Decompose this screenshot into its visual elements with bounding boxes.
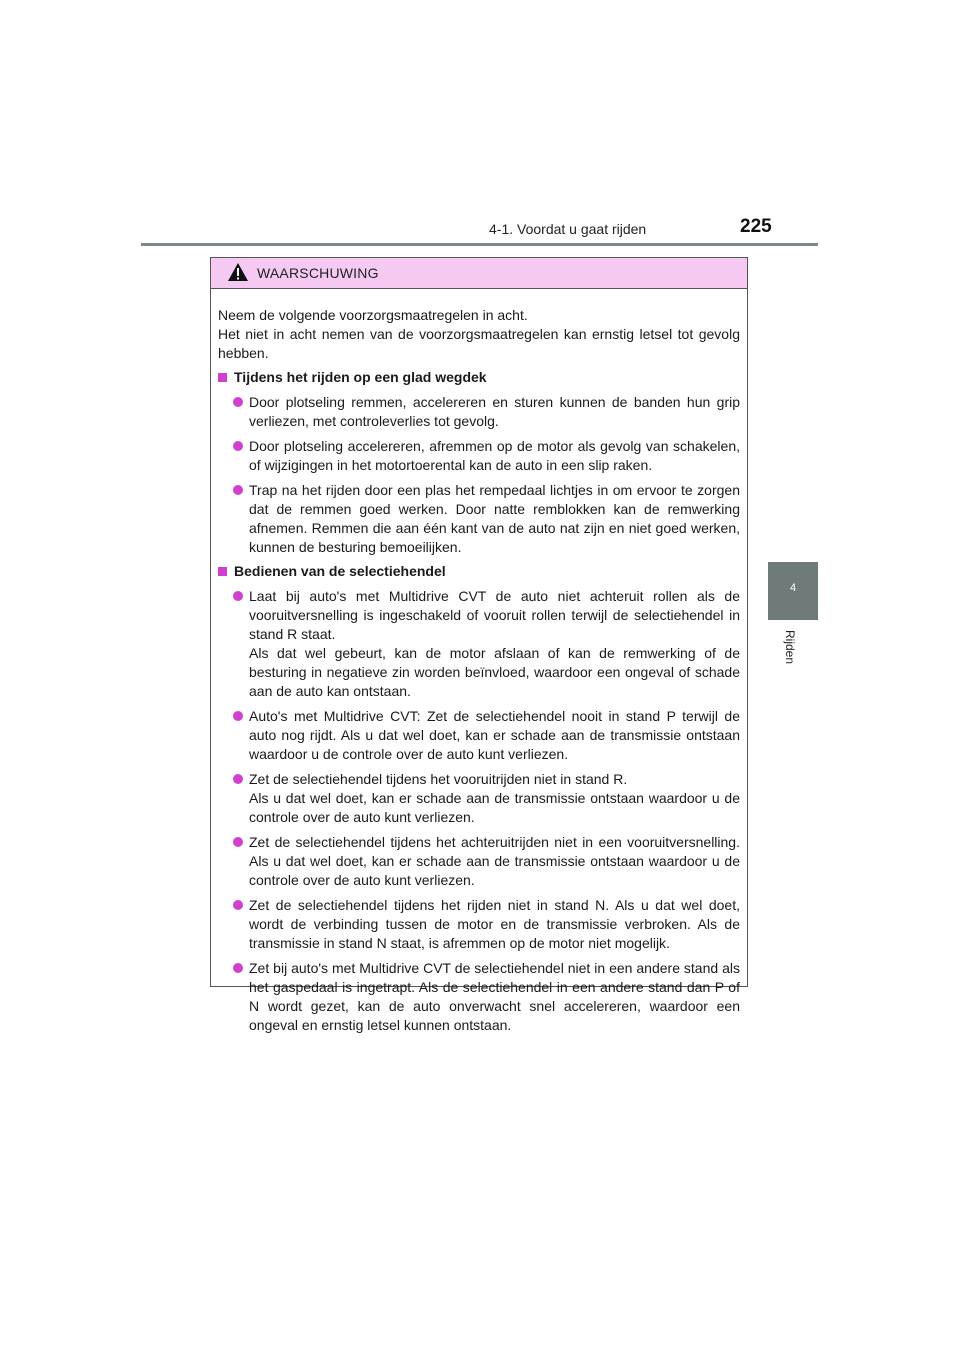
bullet-item: Trap na het rijden door een plas het rempedaal lichtjes in om ervoor te zorgen dat de remmen goed werken. Door natte remblokken kan de remwerking afnemen. Remmen die aan één kant van de auto nat zijn en niet goed werken, kunnen de besturing bemoeilijken. — [218, 481, 740, 557]
warning-triangle-icon — [227, 262, 249, 282]
bullet-item: Zet bij auto's met Multidrive CVT de selectiehendel niet in een andere stand als het gaspedaal is ingetrapt. Als de selectiehendel in een andere stand dan P of N wordt gezet, kan de auto onverwacht snel accelereren, waardoor een ongeval en ernstig letsel kunnen ontstaan. — [218, 959, 740, 1035]
warning-body — [211, 289, 747, 1035]
square-bullet-icon — [218, 567, 227, 576]
circle-bullet-icon — [233, 837, 243, 847]
warning-header — [211, 258, 747, 289]
circle-bullet-icon — [233, 591, 243, 601]
circle-bullet-icon — [233, 397, 243, 407]
bullet-item: Auto's met Multidrive CVT: Zet de selectiehendel nooit in stand P terwijl de auto nog rijdt. Als u dat wel doet, kan er schade aan de transmissie ontstaan waardoor u de controle over de auto kunt verliezen. — [218, 707, 740, 764]
circle-bullet-icon — [233, 485, 243, 495]
intro-line-1: Neem de volgende voorzorgsmaatregelen in acht. — [218, 307, 528, 323]
bullet-item: Door plotseling accelereren, afremmen op de motor als gevolg van schakelen, of wijzigingen in het motortoerental kan de auto in een slip raken. — [218, 437, 740, 475]
section-title: 4-1. Voordat u gaat rijden — [489, 221, 647, 237]
chapter-number: 4 — [789, 582, 797, 594]
circle-bullet-icon — [233, 900, 243, 910]
bullet-item: Zet de selectiehendel tijdens het vooruitrijden niet in stand R. Als u dat wel doet, kan er schade aan de transmissie ontstaan waardoor u de controle over de auto kunt verliezen. — [218, 770, 740, 827]
chapter-tab — [768, 562, 818, 620]
section-heading: Tijdens het rijden op een glad wegdek — [218, 368, 740, 387]
bullet-item: Zet de selectiehendel tijdens het achteruitrijden niet in een vooruitversnelling. Als u dat wel doet, kan er schade aan de transmissie ontstaan waardoor u de controle over de auto kunt verliezen. — [218, 833, 740, 890]
circle-bullet-icon — [233, 963, 243, 973]
intro-line-2: Het niet in acht nemen van de voorzorgsmaatregelen kan ernstig letsel tot gevolg hebben. — [218, 326, 740, 361]
circle-bullet-icon — [233, 774, 243, 784]
circle-bullet-icon — [233, 711, 243, 721]
header-rule — [141, 243, 818, 246]
section-heading: Bedienen van de selectiehendel — [218, 562, 740, 581]
circle-bullet-icon — [233, 441, 243, 451]
bullet-item: Laat bij auto's met Multidrive CVT de auto niet achteruit rollen als de vooruitversnelling is ingeschakeld of vooruit rollen terwijl de selectiehendel in stand R staat. Als dat wel gebeurt, kan de motor afslaan of kan de remwerking of de besturing in negatieve zin worden beïnvloed, waardoor een ongeval of schade aan de auto kan ontstaan. — [218, 587, 740, 701]
bullet-item: Door plotseling remmen, accelereren en sturen kunnen de banden hun grip verliezen, met controleverlies tot gevolg. — [218, 393, 740, 431]
warning-title: WAARSCHUWING — [257, 265, 379, 281]
chapter-label: Rijden — [783, 630, 797, 665]
page-number: 225 — [740, 216, 772, 237]
square-bullet-icon — [218, 373, 227, 382]
warning-box — [210, 257, 748, 1033]
bullet-item: Zet de selectiehendel tijdens het rijden niet in stand N. Als u dat wel doet, wordt de verbinding tussen de motor en de transmissie verbroken. Als de transmissie in stand N staat, is afremmen op de motor niet mogelijk. — [218, 896, 740, 953]
